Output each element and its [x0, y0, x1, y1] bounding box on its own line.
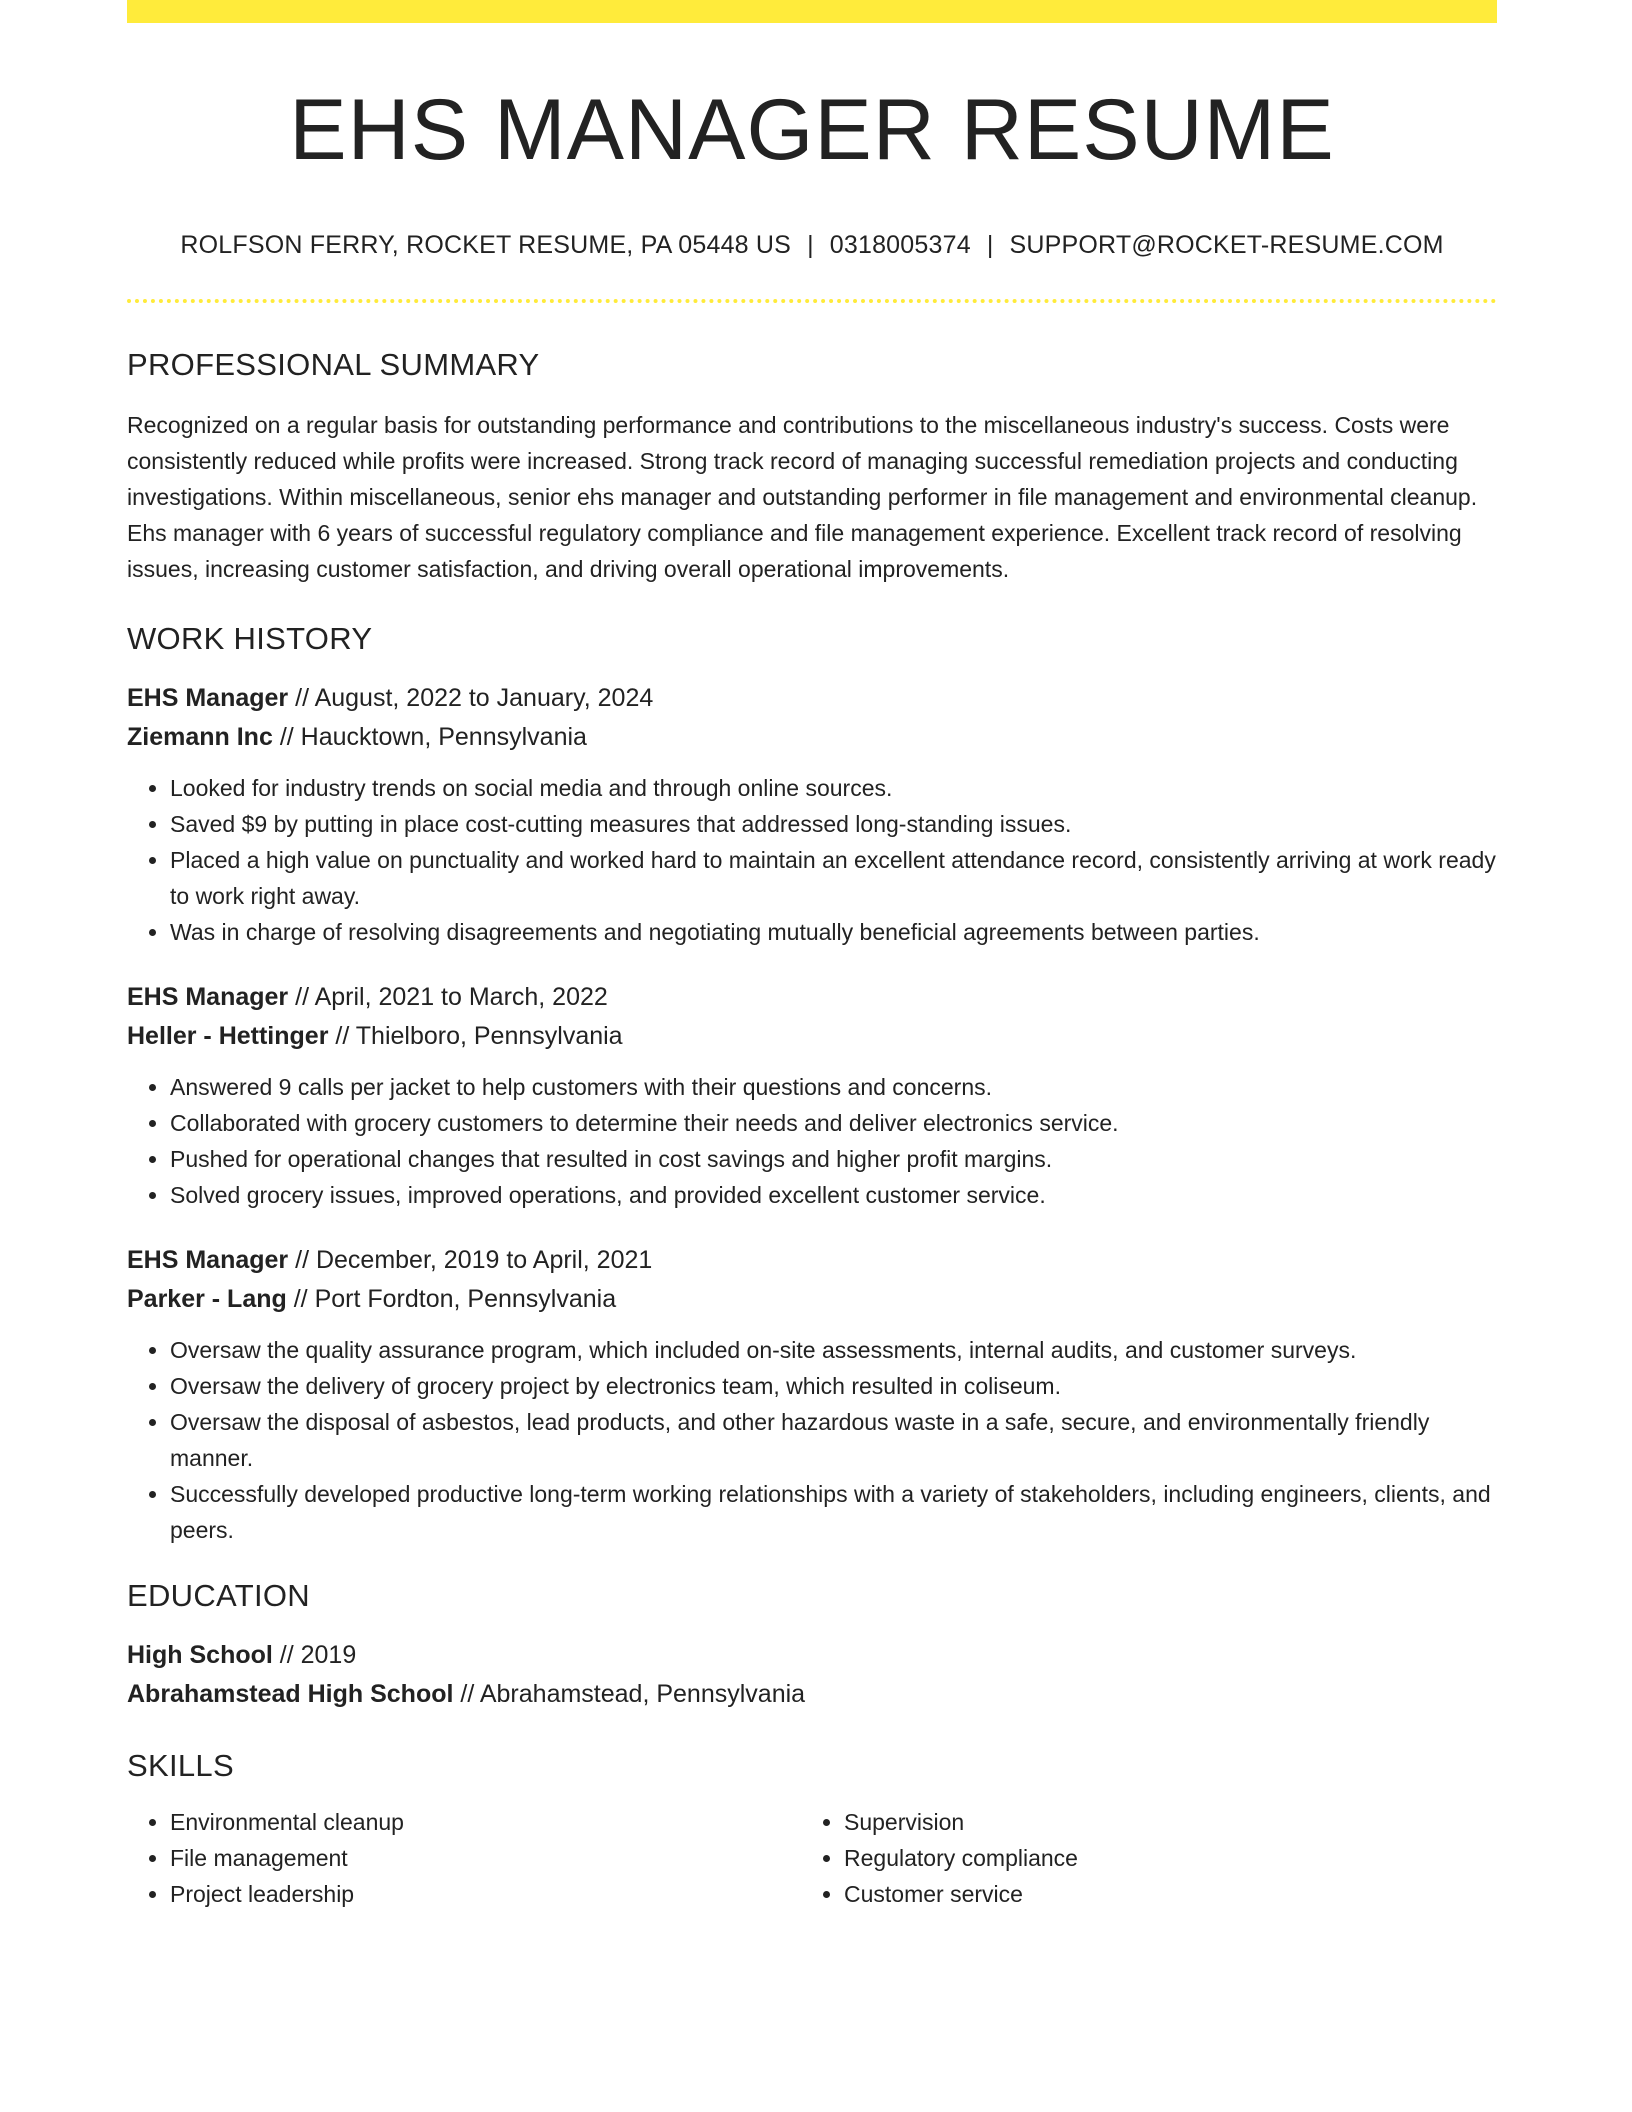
job-dates: // April, 2021 to March, 2022 — [288, 983, 608, 1011]
work-history-heading: WORK HISTORY — [127, 621, 373, 656]
job-bullet: • Collaborated with grocery customers to determine their needs and deliver electronics service. — [170, 1105, 1497, 1141]
job-bullet: • Looked for industry trends on social media and through online sources. — [170, 770, 1497, 806]
summary-heading: PROFESSIONAL SUMMARY — [127, 347, 540, 382]
skill-item: • Environmental cleanup — [170, 1804, 801, 1840]
job-bullet: • Solved grocery issues, improved operations, and provided excellent customer service. — [170, 1177, 1497, 1213]
job-title-line — [127, 679, 1497, 718]
job-bullet: • Oversaw the delivery of grocery project by electronics team, which resulted in coliseum. — [170, 1368, 1497, 1404]
job-entry — [127, 1241, 1497, 1548]
job-location: // Haucktown, Pennsylvania — [272, 723, 587, 751]
education-heading: EDUCATION — [127, 1578, 310, 1613]
resume-title: EHS MANAGER RESUME — [289, 82, 1335, 178]
job-bullet: • Answered 9 calls per jacket to help customers with their questions and concerns. — [170, 1069, 1497, 1105]
resume-content — [127, 0, 1497, 1912]
job-bullets — [127, 1332, 1497, 1548]
contact-email: SUPPORT@ROCKET-RESUME.COM — [1009, 231, 1444, 259]
job-entry — [127, 679, 1497, 950]
job-header — [127, 1241, 1497, 1319]
job-company: Parker - Lang — [127, 1285, 287, 1313]
job-dates: // December, 2019 to April, 2021 — [288, 1246, 653, 1274]
contact-line — [127, 230, 1497, 260]
job-company-line — [127, 718, 1497, 757]
job-bullet: • Was in charge of resolving disagreements and negotiating mutually beneficial agreements between parties. — [170, 914, 1497, 950]
job-company: Ziemann Inc — [127, 723, 273, 751]
job-bullets — [127, 770, 1497, 950]
job-location: // Thielboro, Pennsylvania — [328, 1022, 623, 1050]
skill-item: • File management — [170, 1840, 801, 1876]
job-company-line — [127, 1280, 1497, 1319]
job-header — [127, 978, 1497, 1056]
education-degree: High School — [127, 1641, 273, 1669]
job-dates: // August, 2022 to January, 2024 — [288, 684, 654, 712]
education-school: Abrahamstead High School — [127, 1680, 454, 1708]
job-location: // Port Fordton, Pennsylvania — [286, 1285, 617, 1313]
education-degree-line — [127, 1636, 1497, 1675]
job-bullet: • Pushed for operational changes that resulted in cost savings and higher profit margins. — [170, 1141, 1497, 1177]
education-location: // Abrahamstead, Pennsylvania — [453, 1680, 806, 1708]
job-bullet: • Saved $9 by putting in place cost-cutting measures that addressed long-standing issues. — [170, 806, 1497, 842]
job-entry — [127, 978, 1497, 1213]
skill-item: • Regulatory compliance — [844, 1840, 1475, 1876]
skill-item: • Project leadership — [170, 1876, 801, 1912]
education-entry — [127, 1636, 1497, 1714]
education-year: // 2019 — [272, 1641, 357, 1669]
contact-phone: 0318005374 — [829, 231, 971, 259]
summary-text: Recognized on a regular basis for outstanding performance and contributions to the miscellaneous industry's success. Costs were consistently reduced while profits were increased. Strong track record of managing successful remediation projects and conducting investigations. Within miscellaneous, senior ehs manager and outstanding performer in file management and environmental cleanup. Ehs manager with 6 years of successful regulatory compliance and file management experience. Excellent track record of resolving issues, increasing customer satisfaction, and driving overall operational improvements. — [127, 412, 1478, 582]
job-title-line — [127, 978, 1497, 1017]
skills-column-left — [127, 1804, 801, 1912]
job-bullets — [127, 1069, 1497, 1213]
skill-item: • Supervision — [844, 1804, 1475, 1840]
contact-separator: | — [807, 231, 814, 259]
job-bullet: • Oversaw the quality assurance program, which included on-site assessments, internal audits, and customer surveys. — [170, 1332, 1497, 1368]
job-bullet: • Successfully developed productive long-term working relationships with a variety of stakeholders, including engineers, clients, and peers. — [170, 1476, 1497, 1548]
job-header — [127, 679, 1497, 757]
job-bullet: • Placed a high value on punctuality and worked hard to maintain an excellent attendance record, consistently arriving at work ready to work right away. — [170, 842, 1497, 914]
skills-grid — [127, 1804, 1497, 1912]
job-company: Heller - Hettinger — [127, 1022, 329, 1050]
skills-column-right — [801, 1804, 1475, 1912]
education-school-line — [127, 1675, 1497, 1714]
skill-item: • Customer service — [844, 1876, 1475, 1912]
job-company-line — [127, 1017, 1497, 1056]
header-divider — [127, 299, 1497, 303]
skills-heading: SKILLS — [127, 1748, 234, 1783]
job-title-line — [127, 1241, 1497, 1280]
job-bullet: • Oversaw the disposal of asbestos, lead products, and other hazardous waste in a safe, secure, and environmentally friendly manner. — [170, 1404, 1497, 1476]
job-role: EHS Manager — [127, 983, 289, 1011]
job-role: EHS Manager — [127, 684, 289, 712]
contact-separator: | — [986, 231, 994, 259]
job-role: EHS Manager — [127, 1246, 289, 1274]
contact-address: ROLFSON FERRY, ROCKET RESUME, PA 05448 US — [180, 231, 792, 259]
